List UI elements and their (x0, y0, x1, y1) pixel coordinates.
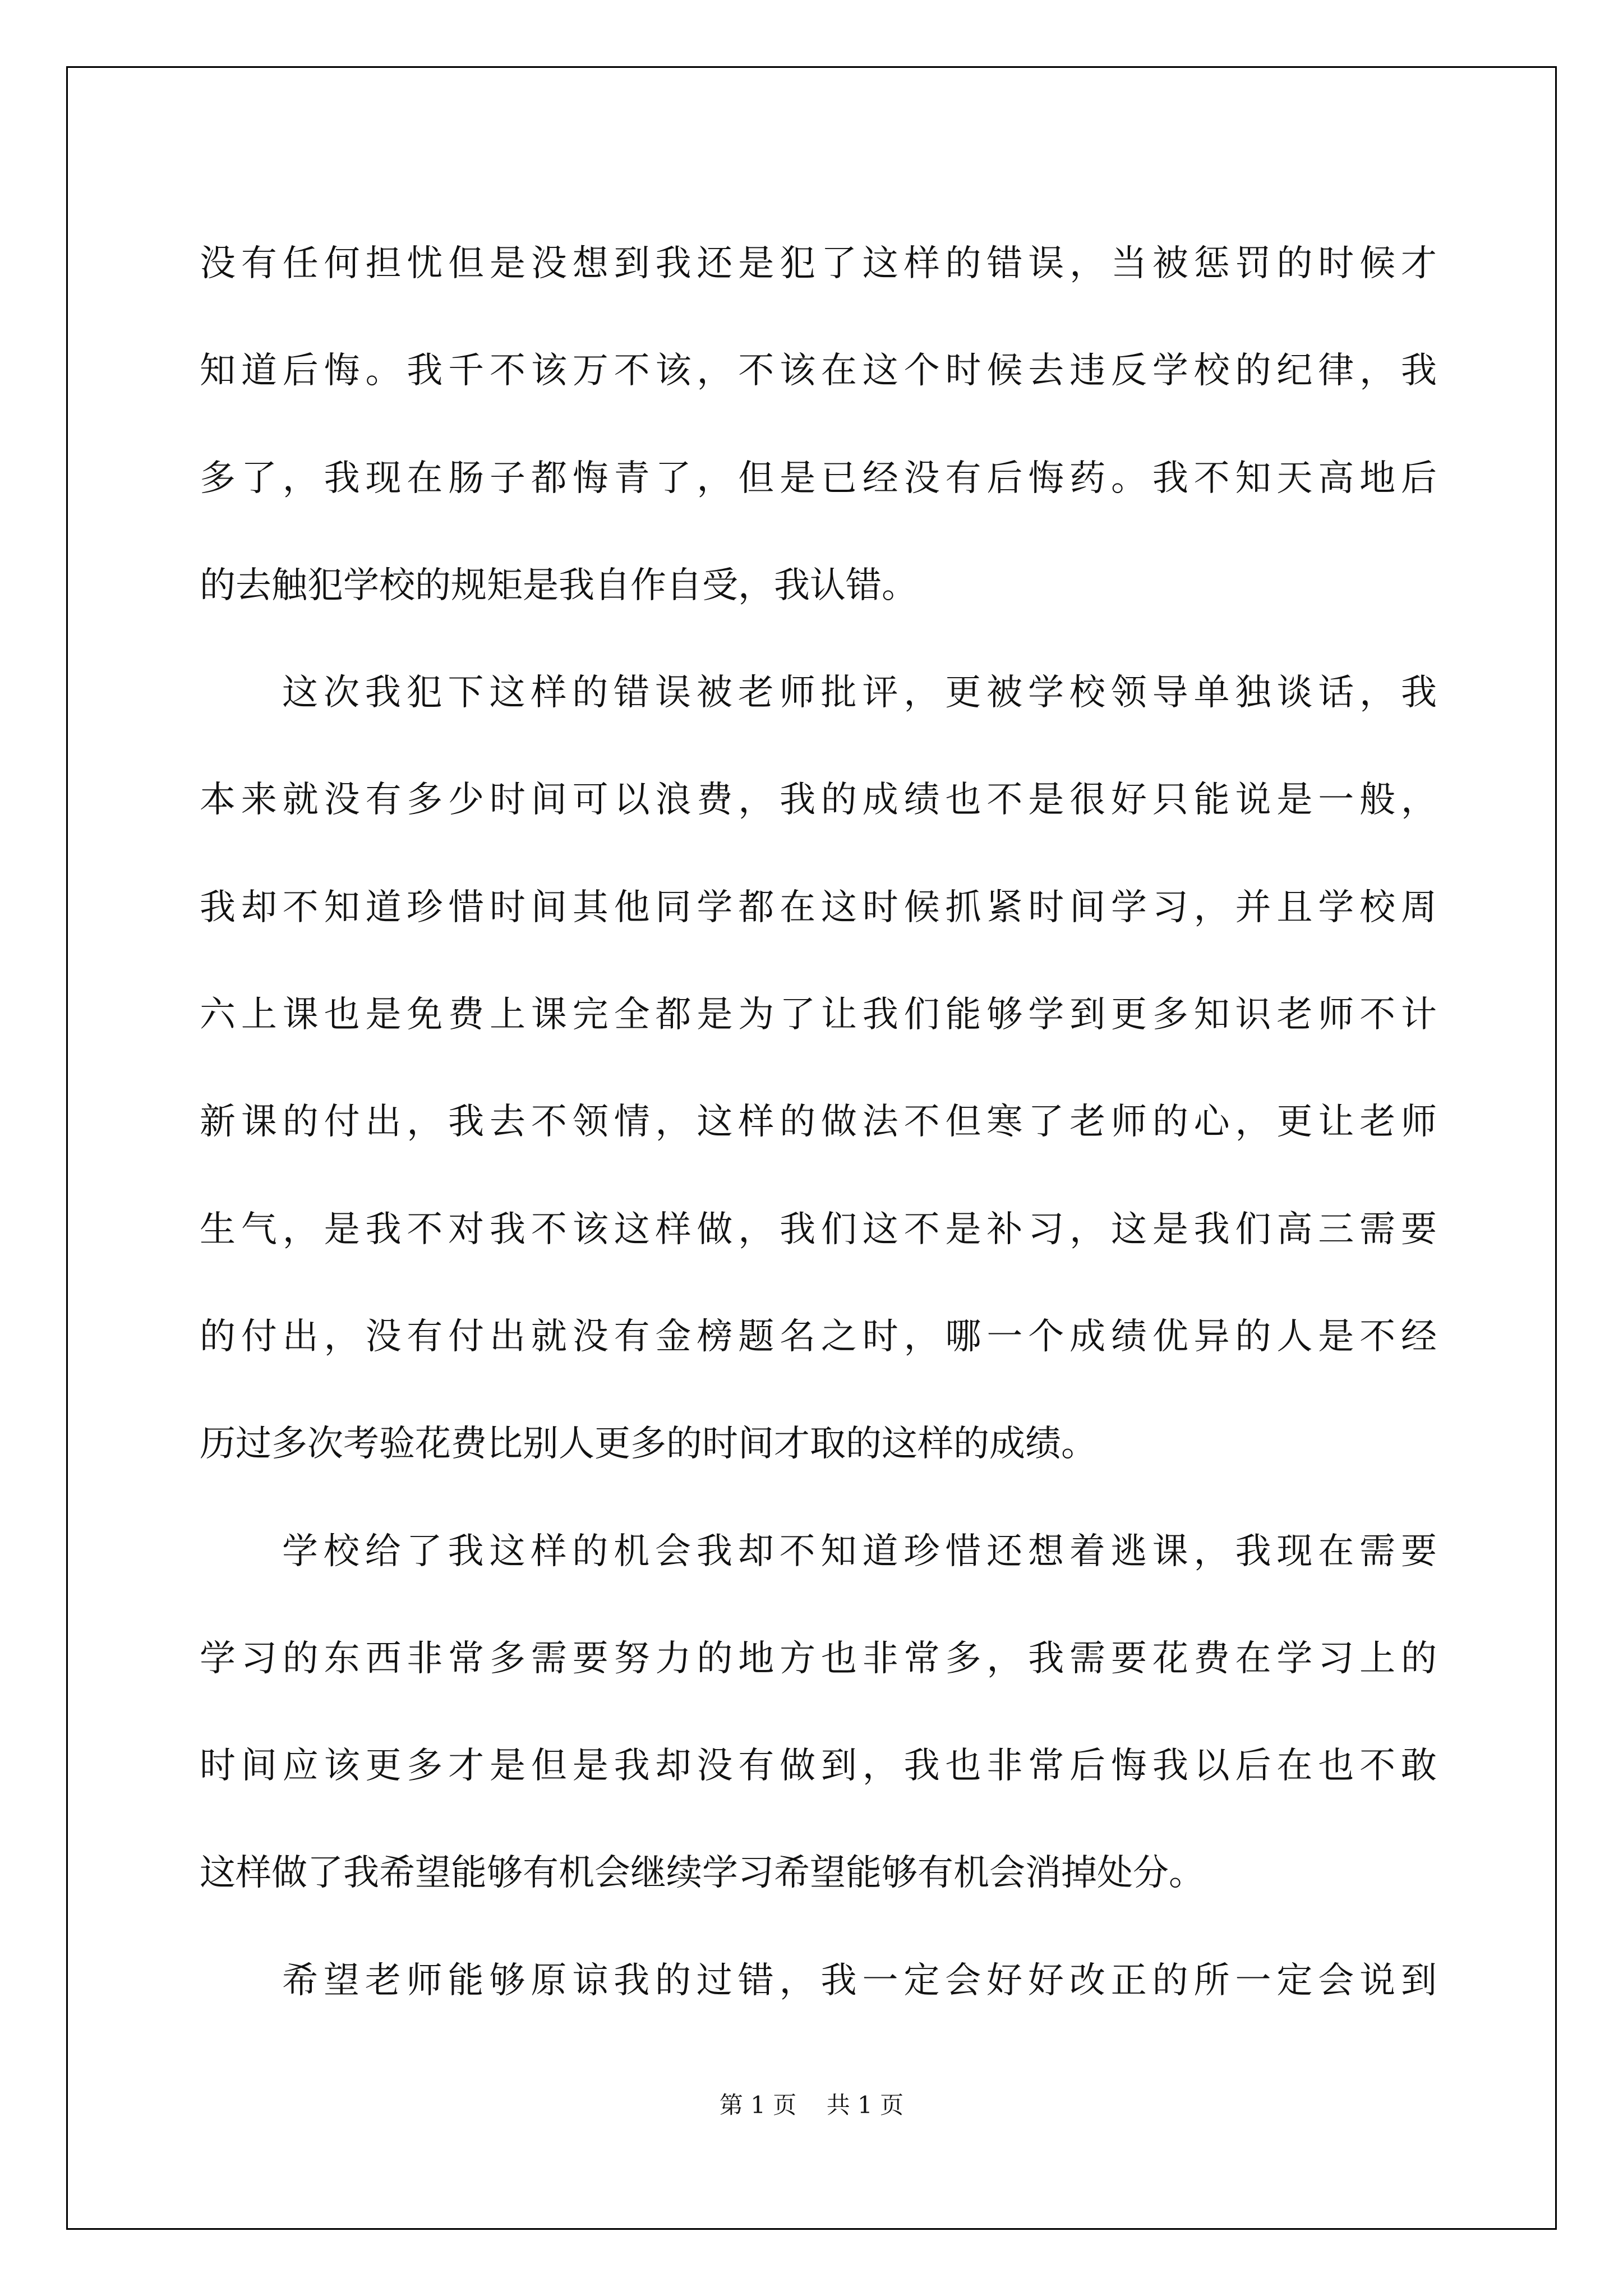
text-line: 本来就没有多少时间可以浪费，我的成绩也不是很好只能说是一般， (200, 779, 1437, 821)
text-line: 生气，是我不对我不该这样做，我们这不是补习，这是我们高三需要 (200, 1208, 1437, 1250)
text-line: 学校给了我这样的机会我却不知道珍惜还想着逃课，我现在需要 (282, 1530, 1437, 1572)
text-line: 没有任何担忧但是没想到我还是犯了这样的错误，当被惩罚的时候才 (200, 243, 1437, 284)
document-body (200, 210, 1437, 2035)
text-line: 的去触犯学校的规矩是我自作自受，我认错。 (200, 564, 917, 606)
text-line: 时间应该更多才是但是我却没有做到，我也非常后悔我以后在也不敢 (200, 1745, 1437, 1787)
text-line: 希望老师能够原谅我的过错，我一定会好好改正的所一定会说到 (282, 1959, 1437, 2001)
text-line: 知道后悔。我千不该万不该，不该在这个时候去违反学校的纪律，我 (200, 350, 1437, 392)
text-line: 这次我犯下这样的错误被老师批评，更被学校领导单独谈话，我 (282, 672, 1437, 714)
text-line: 学习的东西非常多需要努力的地方也非常多，我需要花费在学习上的 (200, 1637, 1437, 1680)
text-line: 我却不知道珍惜时间其他同学都在这时候抓紧时间学习，并且学校周 (200, 886, 1437, 928)
text-line: 新课的付出，我去不领情，这样的做法不但寒了老师的心，更让老师 (200, 1101, 1437, 1143)
text-line: 这样做了我希望能够有机会继续学习希望能够有机会消掉处分。 (200, 1852, 1205, 1894)
text-line: 的付出，没有付出就没有金榜题名之时，哪一个成绩优异的人是不经 (200, 1315, 1437, 1358)
text-line: 历过多次考验花费比别人更多的时间才取的这样的成绩。 (200, 1423, 1097, 1465)
text-line: 多了，我现在肠子都悔青了，但是已经没有后悔药。我不知天高地后 (200, 457, 1437, 499)
text-line: 六上课也是免费上课完全都是为了让我们能够学到更多知识老师不计 (200, 994, 1437, 1036)
page-number-footer: 第 1 页 共 1 页 (719, 2091, 904, 2119)
